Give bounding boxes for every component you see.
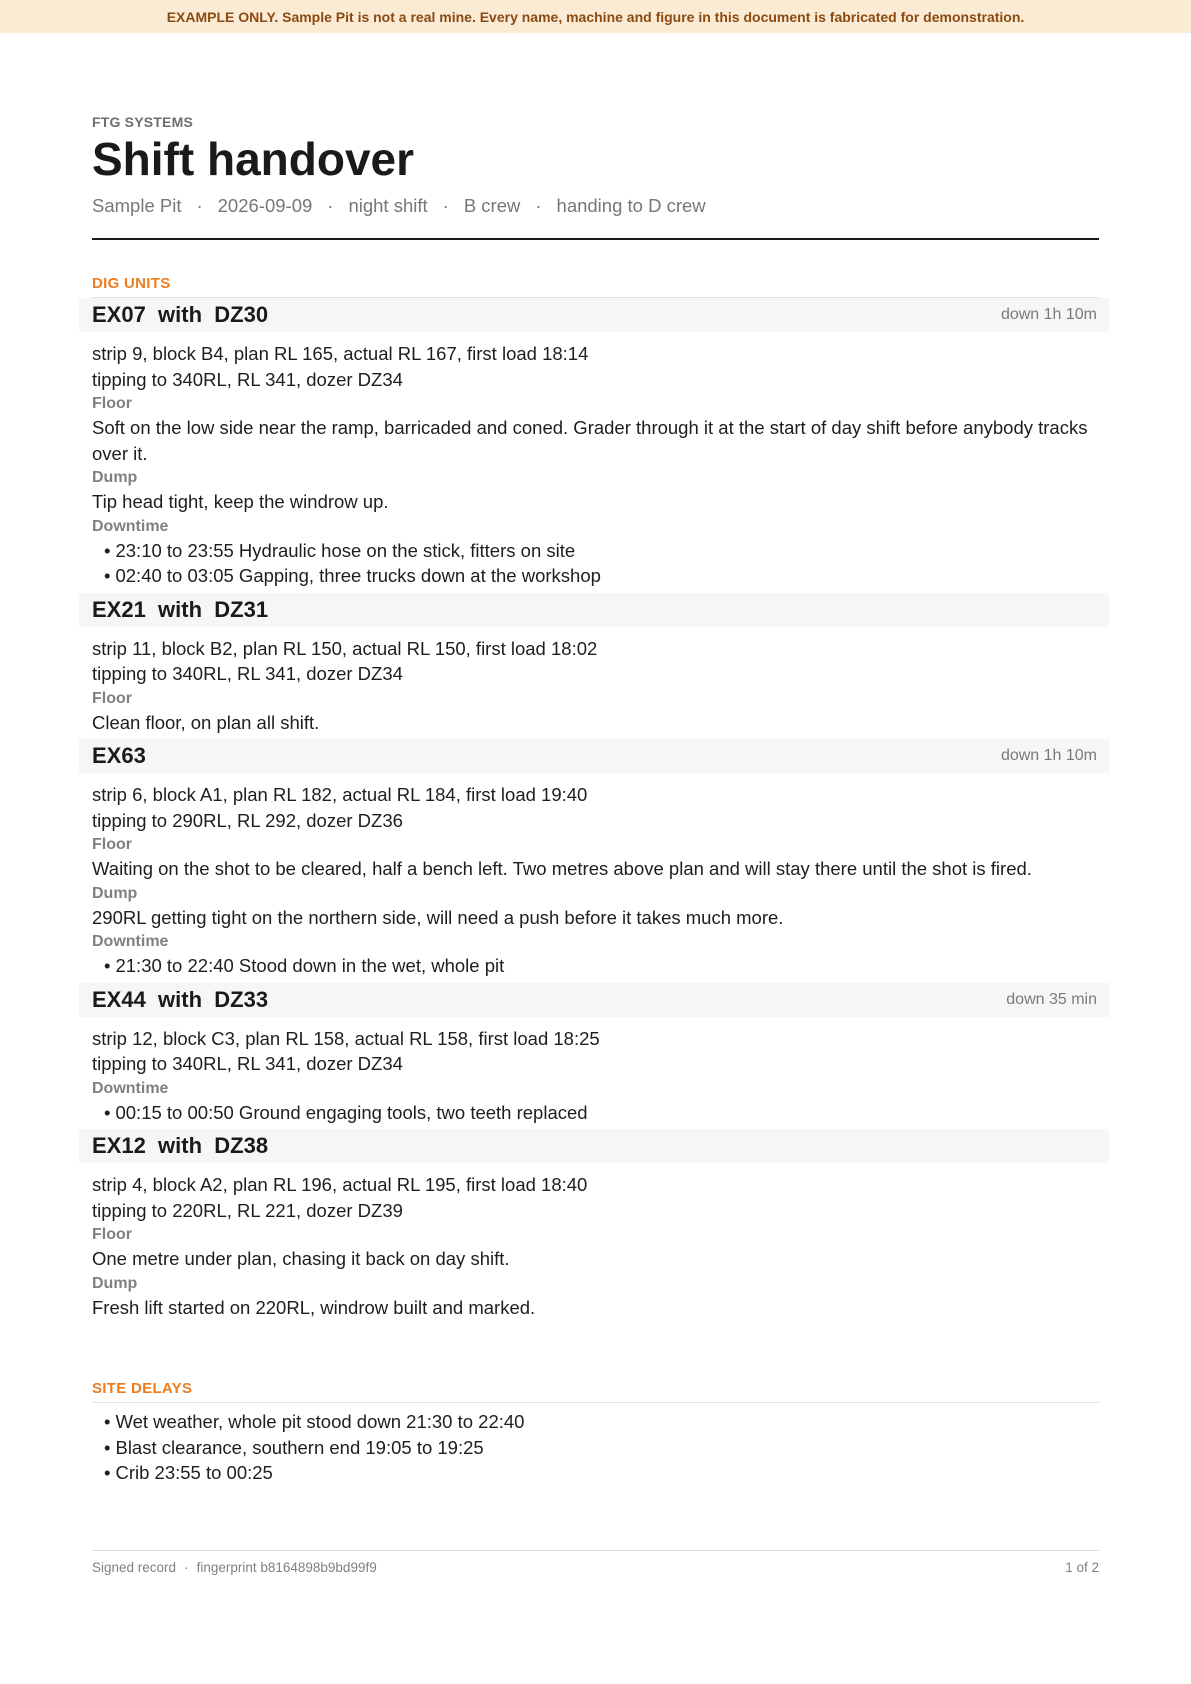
dig-location-line: strip 4, block A2, plan RL 196, actual RL 195, first load 18:40 bbox=[92, 1174, 588, 1195]
floor-label: Floor bbox=[92, 395, 132, 412]
site-delay-item: • Blast clearance, southern end 19:05 to 19:25 bbox=[92, 1435, 1099, 1461]
signature-info bbox=[92, 1560, 377, 1575]
dig-unit-header bbox=[79, 1129, 1109, 1163]
meta-date: 2026-09-09 bbox=[217, 195, 313, 216]
dump-note: Fresh lift started on 220RL, windrow built and marked. bbox=[92, 1296, 536, 1318]
tipping-line: tipping to 340RL, RL 341, dozer DZ34 bbox=[92, 368, 403, 390]
downtime-item: • 23:10 to 23:55 Hydraulic hose on the stick, fitters on site bbox=[92, 538, 1099, 564]
dig-unit-header bbox=[79, 593, 1109, 627]
meta-shift: night shift bbox=[348, 195, 428, 216]
downtime-item: • 21:30 to 22:40 Stood down in the wet, whole pit bbox=[92, 953, 1099, 979]
floor-label: Floor bbox=[92, 1226, 132, 1243]
dig-unit-body bbox=[92, 773, 1099, 983]
dump-note: Tip head tight, keep the windrow up. bbox=[92, 491, 389, 512]
meta-separator: · bbox=[196, 195, 203, 216]
page-footer bbox=[92, 1560, 1099, 1575]
page-number: 1 of 2 bbox=[1065, 1560, 1099, 1575]
floor-note: One metre under plan, chasing it back on day shift. bbox=[92, 1248, 510, 1269]
dig-unit-body bbox=[92, 627, 1099, 740]
dig-unit-card bbox=[92, 1129, 1099, 1324]
meta-handover: handing to D crew bbox=[556, 195, 706, 216]
tipping-line: tipping to 340RL, RL 341, dozer DZ34 bbox=[92, 663, 403, 684]
site-delays-list bbox=[92, 1403, 1099, 1486]
dig-unit-name: EX07 with DZ30 bbox=[92, 302, 269, 327]
site-delay-item: • Crib 23:55 to 00:25 bbox=[92, 1460, 1099, 1486]
dig-unit-name: EX63 bbox=[92, 743, 146, 768]
footer-divider bbox=[92, 1550, 1099, 1551]
site-delays-heading: SITE DELAYS bbox=[92, 1379, 1099, 1403]
tipping-line: tipping to 290RL, RL 292, dozer DZ36 bbox=[92, 809, 403, 831]
downtime-total: down 1h 10m bbox=[1000, 747, 1097, 764]
dig-units-heading: DIG UNITS bbox=[92, 274, 1099, 298]
downtime-label: Downtime bbox=[92, 1079, 169, 1097]
floor-label: Floor bbox=[92, 836, 132, 853]
dig-location-line: strip 12, block C3, plan RL 158, actual RL 158, first load 18:25 bbox=[92, 1027, 600, 1049]
meta-separator: · bbox=[535, 195, 542, 216]
signed-label: Signed record bbox=[92, 1560, 177, 1575]
dig-unit-card bbox=[92, 739, 1099, 983]
meta-crew: B crew bbox=[463, 195, 521, 216]
tipping-line: tipping to 220RL, RL 221, dozer DZ39 bbox=[92, 1199, 403, 1221]
site-delay-item: • Wet weather, whole pit stood down 21:30 to 22:40 bbox=[92, 1409, 1099, 1435]
dig-unit-body bbox=[92, 332, 1099, 593]
downtime-label: Downtime bbox=[92, 517, 169, 535]
dig-unit-header bbox=[79, 739, 1109, 773]
dump-label: Dump bbox=[92, 469, 138, 486]
dig-unit-card bbox=[92, 593, 1099, 740]
downtime-label: Downtime bbox=[92, 933, 169, 950]
dig-unit-header bbox=[79, 298, 1109, 332]
page-title: Shift handover bbox=[92, 133, 415, 185]
dig-location-line: strip 9, block B4, plan RL 165, actual RL 167, first load 18:14 bbox=[92, 343, 589, 364]
meta-site: Sample Pit bbox=[92, 195, 182, 216]
floor-label: Floor bbox=[92, 689, 132, 707]
floor-note: Waiting on the shot to be cleared, half a bench left. Two metres above plan and will stay there until the shot is fired. bbox=[92, 858, 1032, 879]
downtime-total: down 35 min bbox=[1006, 990, 1097, 1008]
dig-location-line: strip 6, block A1, plan RL 182, actual RL 184, first load 19:40 bbox=[92, 784, 588, 805]
meta-separator: · bbox=[327, 195, 334, 216]
header-divider bbox=[92, 238, 1099, 240]
dig-unit-body bbox=[92, 1017, 1099, 1130]
dig-unit-name: EX21 with DZ31 bbox=[92, 596, 269, 622]
demo-banner: EXAMPLE ONLY. Sample Pit is not a real mine. Every name, machine and figure in this document is fabricated for demonstration. bbox=[0, 0, 1191, 33]
downtime-item: • 02:40 to 03:05 Gapping, three trucks down at the workshop bbox=[92, 563, 1099, 589]
dig-unit-name: EX44 with DZ33 bbox=[92, 986, 269, 1012]
dig-unit-card bbox=[92, 298, 1099, 593]
dig-unit-card bbox=[92, 983, 1099, 1130]
floor-note: Clean floor, on plan all shift. bbox=[92, 711, 320, 733]
dig-unit-header bbox=[79, 983, 1109, 1017]
downtime-item: • 00:15 to 00:50 Ground engaging tools, two teeth replaced bbox=[92, 1100, 1099, 1126]
shift-meta bbox=[92, 194, 706, 218]
tipping-line: tipping to 340RL, RL 341, dozer DZ34 bbox=[92, 1053, 403, 1074]
dig-location-line: strip 11, block B2, plan RL 150, actual RL 150, first load 18:02 bbox=[92, 637, 598, 659]
dig-unit-body bbox=[92, 1163, 1099, 1324]
dump-note: 290RL getting tight on the northern side, will need a push before it takes much more. bbox=[92, 906, 784, 928]
footer-separator: · bbox=[184, 1560, 189, 1575]
dump-label: Dump bbox=[92, 884, 138, 902]
site-delays-section bbox=[92, 1379, 1099, 1486]
dump-label: Dump bbox=[92, 1274, 138, 1292]
dig-units-section bbox=[92, 274, 1099, 1324]
brand-label: FTG SYSTEMS bbox=[92, 114, 193, 130]
downtime-total: down 1h 10m bbox=[1000, 306, 1097, 323]
fingerprint: fingerprint b8164898b9bd99f9 bbox=[196, 1560, 377, 1575]
meta-separator: · bbox=[442, 195, 449, 216]
floor-note: Soft on the low side near the ramp, barricaded and coned. Grader through it at the start of day shift before anybody tracks over it. bbox=[92, 417, 1088, 464]
dig-unit-name: EX12 with DZ38 bbox=[92, 1133, 269, 1158]
